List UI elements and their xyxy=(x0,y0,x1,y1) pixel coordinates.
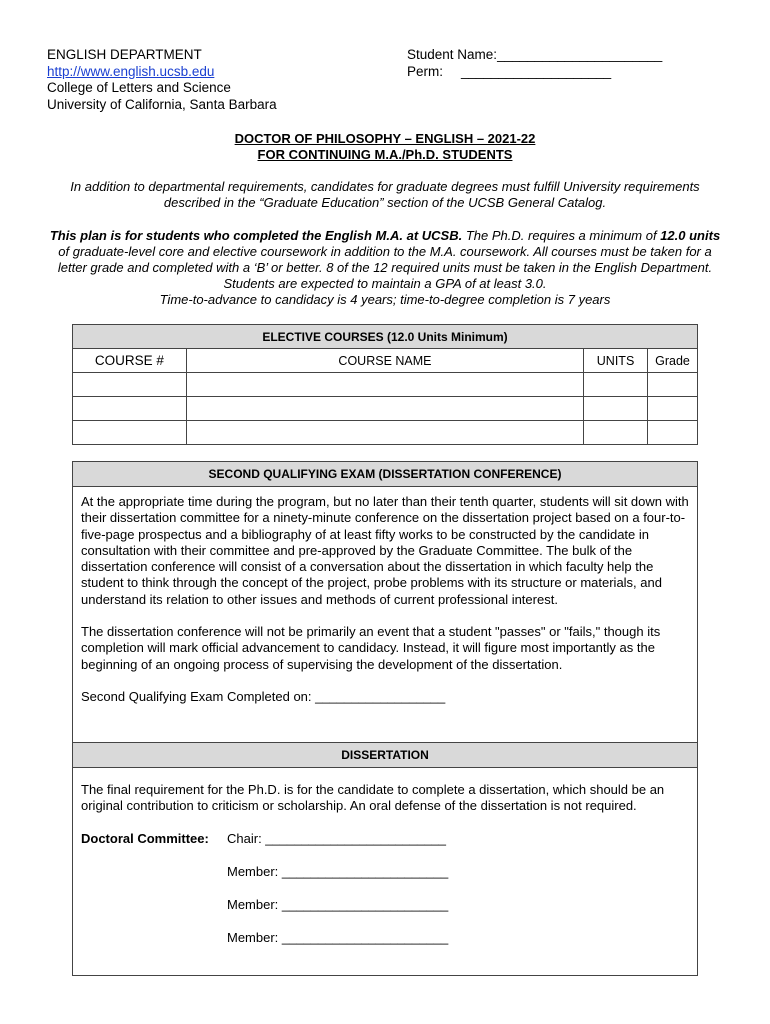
table-row xyxy=(73,373,698,397)
department-header xyxy=(47,47,277,113)
dissertation-paragraph: The final requirement for the Ph.D. is for the candidate to complete a dissertation, which should be an original contribution to criticism or scholarship. An oral defense of the dissertation is not required. xyxy=(81,782,665,814)
member-field-3[interactable]: Member: _______________________ xyxy=(227,929,449,945)
second-exam-para-1: At the appropriate time during the program, but no later than their tenth quarter, students will sit down with their dissertation committee for a ninety-minute conference on the dissertation project based on a four-to-five-page prospectus and a bibliography of at least fifty works to be constructed by the candidate in consultation with their committee and pre-approved by the Graduate Committee. The bulk of the dissertation conference will consist of a conversation about the dissertation in which faculty help the student to think through the concept of the project, probe problems with its structure or materials, and understand its relation to other issues and methods of current professional interest. xyxy=(81,494,689,607)
perm-label: Perm: xyxy=(407,63,444,79)
intro-paragraph: In addition to departmental requirements, candidates for graduate degrees must fulfill University requirements described in the “Graduate Education” section of the UCSB General Catalog. xyxy=(70,179,700,210)
chair-field[interactable]: Chair: _________________________ xyxy=(227,830,447,846)
college-name: College of Letters and Science xyxy=(47,80,231,95)
student-info xyxy=(407,47,662,80)
dissertation-section xyxy=(72,742,698,976)
units-cell[interactable] xyxy=(584,397,648,421)
course-name-cell[interactable] xyxy=(186,397,583,421)
plan-time-limits: Time-to-advance to candidacy is 4 years; time-to-degree completion is 7 years xyxy=(159,292,611,307)
second-exam-para-2: The dissertation conference will not be primarily an event that a student "passes" or "fails," though its completion will mark official advancement to candidacy. Instead, it will figure most importantly as the beginning of an ongoing process of supervising the development of the dissertation. xyxy=(81,624,661,672)
plan-bold-2: 12.0 units xyxy=(660,228,721,243)
plan-text-1: The Ph.D. requires a minimum of xyxy=(462,228,661,243)
doctoral-committee xyxy=(81,831,689,946)
col-course-number: COURSE # xyxy=(73,349,187,373)
col-course-name: COURSE NAME xyxy=(186,349,583,373)
student-name-label: Student Name: xyxy=(407,47,498,62)
col-units: UNITS xyxy=(584,349,648,373)
course-number-cell[interactable] xyxy=(73,373,187,397)
perm-field[interactable]: ____________________ xyxy=(461,63,612,79)
second-exam-heading: SECOND QUALIFYING EXAM (DISSERTATION CONFERENCE) xyxy=(73,462,697,487)
table-row xyxy=(73,421,698,445)
course-number-cell[interactable] xyxy=(73,397,187,421)
elective-heading: ELECTIVE COURSES (12.0 Units Minimum) xyxy=(73,325,698,349)
units-cell[interactable] xyxy=(584,421,648,445)
member-field-1[interactable]: Member: _______________________ xyxy=(227,863,449,879)
department-url-link[interactable]: http://www.english.ucsb.edu xyxy=(47,63,215,79)
course-name-cell[interactable] xyxy=(186,373,583,397)
grade-cell[interactable] xyxy=(648,397,698,421)
plan-paragraph xyxy=(45,228,725,308)
title-line-1: DOCTOR OF PHILOSOPHY – ENGLISH – 2021-22 xyxy=(234,131,536,146)
plan-bold-1: This plan is for students who completed the English M.A. at UCSB. xyxy=(49,228,463,243)
plan-text-2: of graduate-level core and elective coursework in addition to the M.A. coursework. All courses must be taken for a letter grade and completed with a ‘B’ or better. 8 of the 12 required units must be taken in the English Department. Students are expected to maintain a GPA of at least 3.0. xyxy=(57,244,713,291)
grade-cell[interactable] xyxy=(648,421,698,445)
table-row xyxy=(73,397,698,421)
dissertation-heading: DISSERTATION xyxy=(73,743,697,768)
units-cell[interactable] xyxy=(584,373,648,397)
second-exam-section xyxy=(72,461,698,743)
grade-cell[interactable] xyxy=(648,373,698,397)
member-field-2[interactable]: Member: _______________________ xyxy=(227,896,449,912)
title-line-2: FOR CONTINUING M.A./Ph.D. STUDENTS xyxy=(257,147,513,162)
course-name-cell[interactable] xyxy=(186,421,583,445)
department-name: ENGLISH DEPARTMENT xyxy=(47,47,202,62)
university-name: University of California, Santa Barbara xyxy=(47,96,277,112)
course-number-cell[interactable] xyxy=(73,421,187,445)
page-title xyxy=(0,131,770,163)
committee-label: Doctoral Committee: xyxy=(81,830,209,846)
col-grade: Grade xyxy=(648,349,698,373)
elective-courses-table xyxy=(72,324,698,445)
second-exam-completed[interactable]: Second Qualifying Exam Completed on: __________________ xyxy=(81,688,446,704)
student-name-field[interactable]: ______________________ xyxy=(497,47,663,62)
